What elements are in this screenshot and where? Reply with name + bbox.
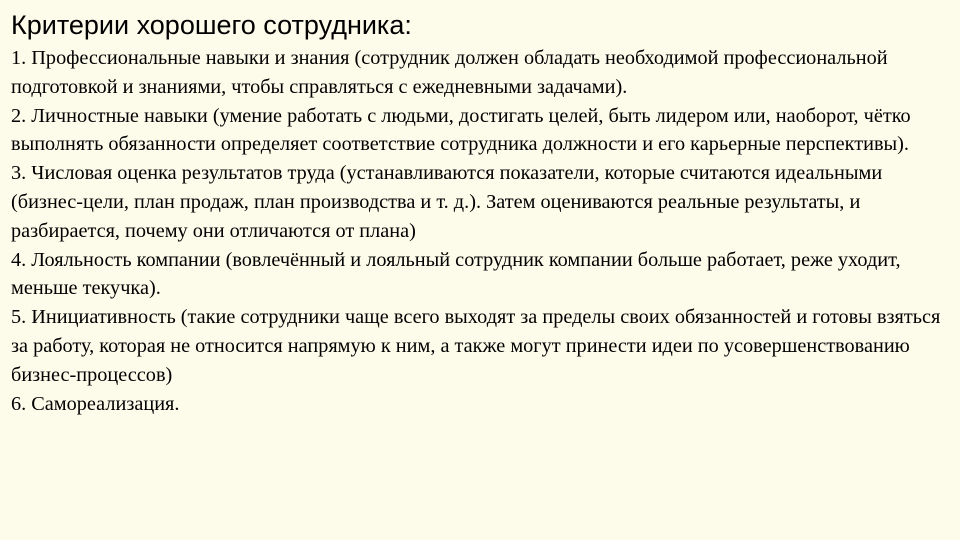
criteria-item: 2. Личностные навыки (умение работать с людьми, достигать целей, быть лидером или, наоборот, чётко выполнять обязанности определяет соответствие сотрудника должности и его карьерные перспективы). [11, 104, 911, 156]
slide-title: Критерии хорошего сотрудника: [11, 10, 412, 40]
criteria-item: 3. Числовая оценка результатов труда (устанавливаются показатели, которые считаются идеальными (бизнес-цели, план продаж, план производства и т. д.). Затем оцениваются реальные результаты, и разбирается, почему они отличаются от плана) [11, 162, 883, 242]
criteria-item: 5. Инициативность (такие сотрудники чаще всего выходят за пределы своих обязанностей и готовы взяться за работу, которая не относится напрямую к ним, а также могут принести идеи по усовершенствованию бизнес-процессов) [11, 306, 941, 386]
criteria-item: 4. Лояльность компании (вовлечённый и лояльный сотрудник компании больше работает, реже уходит, меньше текучка). [11, 248, 901, 300]
criteria-item: 1. Профессиональные навыки и знания (сотрудник должен обладать необходимой профессиональной подготовкой и знаниями, чтобы справляться с ежедневными задачами). [11, 47, 888, 98]
criteria-list [11, 44, 951, 418]
slide-content [11, 8, 951, 418]
criteria-item: 6. Самореализация. [11, 392, 180, 415]
